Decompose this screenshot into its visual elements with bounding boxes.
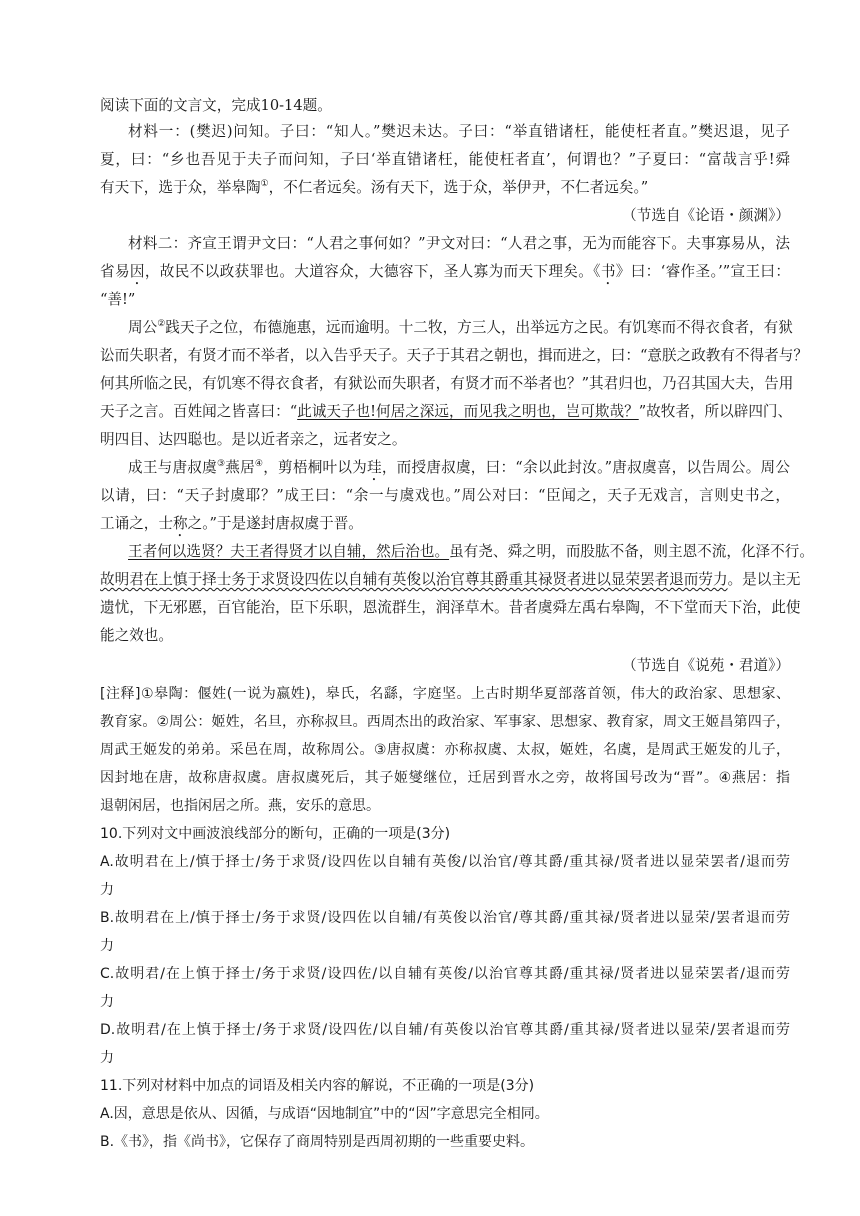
- chengwang-line-2: 以请，曰：“天子封虞耶？”成王曰：“余一与虞戏也。”周公对曰：“臣闻之，天子无戏言，言则史书之，: [100, 487, 790, 504]
- question-10-stem: 10.下列对文中画波浪线部分的断句，正确的一项是(3分): [100, 826, 451, 842]
- dotted-word-gui: 珪: [367, 459, 382, 476]
- dotted-word-yin: 因: [129, 263, 145, 280]
- wangzhe-line-3: 遗忧，下无邪慝，百官能治，臣下乐职，恩流群生，润泽草木。昔者虞舜左禹右皋陶，不下堂而天下治，此使: [100, 599, 801, 616]
- footnote-marker: ②: [157, 319, 166, 330]
- question-10-option-b-cont: 力: [100, 938, 114, 954]
- question-11-option-a: A.因，意思是依从、因循，与成语“因地制宜”中的“因”字意思完全相同。: [100, 1106, 549, 1122]
- question-10-option-d-cont: 力: [100, 1050, 114, 1066]
- material-1-line-1: 材料一：(樊迟)问知。子曰：“知人。”樊迟未达。子曰：“举直错诸枉，能使枉者直。”樊迟退，见子: [128, 123, 790, 140]
- footnote-marker: ③: [216, 459, 226, 470]
- annotation-line-5: 退朝闲居，也指闲居之所。燕，安乐的意思。: [100, 798, 380, 814]
- wangzhe-line-2: 故明君在上慎于择士务于求贤设四佐以自辅有英俊以治官尊其爵重其禄贤者进以显荣罢者退而劳力。是以主无: [100, 571, 801, 588]
- material-2-source: （节选自《说苑・君道》）: [622, 657, 790, 674]
- underlined-sentence: 王者何以选贤？夫王者得贤才以自辅，然后治也。: [128, 543, 450, 560]
- material-1-line-2: 夏，曰：“乡也吾见于夫子而问知，子曰‘举直错诸枉，能使枉者直’，何谓也？”子夏曰：“富哉言乎!舜: [100, 151, 790, 168]
- question-10-option-a-cont: 力: [100, 882, 114, 898]
- annotation-line-4: 因封地在唐，故称唐叔虞。唐叔虞死后，其子姬燮继位，迁居到晋水之旁，故将国号改为“晋”。④燕居：指: [100, 770, 790, 786]
- question-11-option-b: B.《书》，指《尚书》，它保存了商周特别是西周初期的一些重要史料。: [100, 1134, 535, 1150]
- material-2-line-3: “善!”: [100, 291, 136, 308]
- footnote-marker: ④: [254, 459, 264, 470]
- annotation-line-3: 周武王姬发的弟弟。采邑在周，故称周公。③唐叔虞：亦称叔虞、太叔，姬姓，名虞，是周武王姬发的儿子，: [100, 742, 790, 758]
- reading-instruction: 阅读下面的文言文，完成10-14题。: [100, 97, 332, 114]
- question-10-option-c-cont: 力: [100, 994, 114, 1010]
- question-10-option-b: B.故明君在上/慎于择士/务于求贤/设四佐以自辅/有英俊以治官/尊其爵/重其禄/贤者进以显荣/罢者退而劳: [100, 910, 790, 926]
- dotted-word-cheng: 称: [172, 515, 188, 532]
- zhougong-line-5: 明四目、达四聪也。是以近者亲之，远者安之。: [100, 431, 407, 448]
- zhougong-line-4: 天子之言。百姓闻之皆喜曰：“此诚天子也!何居之深远，而见我之明也，岂可欺哉？”故牧者，所以辟四门、: [100, 403, 793, 420]
- material-2-line-1: 材料二：齐宣王谓尹文曰：“人君之事何如？”尹文对曰：“人君之事，无为而能容下。夫事寡易从，法: [128, 235, 790, 252]
- question-10-option-d: D.故明君/在上慎于择士/务于求贤/设四佐/以自辅/有英俊以治官尊其爵/重其禄/贤者进以显荣/罢者退而劳: [100, 1022, 790, 1038]
- zhougong-line-3: 何其所临之民，有饥寒不得衣食者，有狱讼而失职者，有贤才而不举者也？”其君归也，乃召其国大夫，告用: [100, 375, 794, 392]
- dotted-word-shu: 书: [600, 263, 616, 280]
- question-10-option-a: A.故明君在上/慎于择士/务于求贤/设四佐以自辅有英俊/以治官/尊其爵/重其禄/贤者进以显荣罢者/退而劳: [100, 854, 790, 870]
- material-1-source: （节选自《论语・颜渊》）: [622, 207, 790, 224]
- wangzhe-line-4: 能之效也。: [100, 627, 173, 644]
- annotation-line-2: 教育家。②周公：姬姓，名旦，亦称叔旦。西周杰出的政治家、军事家、思想家、教育家，周文王姬昌第四子，: [100, 714, 790, 730]
- annotation-line-1: [注释]①皋陶：偃姓(一说为嬴姓)，皋氏，名繇，字庭坚。上古时期华夏部落首领，伟大的政治家、思想家、: [100, 686, 790, 702]
- underlined-sentence: 此诚天子也!何居之深远，而见我之明也，岂可欺哉？: [297, 403, 639, 420]
- material-2-line-2: 省易因，故民不以政获罪也。大道容众，大德容下，圣人寡为而天下理矣。《书》曰：‘睿作圣。’”宣王曰：: [100, 263, 790, 280]
- wavy-underlined-sentence: 故明君在上慎于择士务于求贤设四佐以自辅有英俊以治官尊其爵重其禄贤者进以显荣罢者退而劳力: [100, 571, 728, 588]
- question-11-stem: 11.下列对材料中加点的词语及相关内容的解说，不正确的一项是(3分): [100, 1078, 535, 1094]
- zhougong-line-1: 周公②践天子之位，布德施惠，远而逾明。十二牧，方三人，出举远方之民。有饥寒而不得衣食者，有狱: [128, 319, 793, 336]
- wangzhe-line-1: 王者何以选贤？夫王者得贤才以自辅，然后治也。虽有尧、舜之明，而股肱不备，则主恩不流，化泽不行。: [128, 543, 814, 560]
- chengwang-line-1: 成王与唐叔虞③燕居④，剪梧桐叶以为珪，而授唐叔虞，曰：“余以此封汝。”唐叔虞喜，以告周公。周公: [128, 459, 790, 476]
- question-10-option-c: C.故明君/在上慎于择士/务于求贤/设四佐/以自辅有英俊/以治官尊其爵/重其禄/贤者进以显荣罢者/退而劳: [100, 966, 790, 982]
- chengwang-line-3: 工诵之，士称之。”于是遂封唐叔虞于晋。: [100, 515, 363, 532]
- material-1-line-3: 有天下，选于众，举皋陶①，不仁者远矣。汤有天下，选于众，举伊尹，不仁者远矣。”: [100, 179, 649, 196]
- zhougong-line-2: 讼而失职者，有贤才而不举者，以入告乎天子。天子于其君之朝也，揖而进之，曰：“意朕之政教有不得者与？: [100, 347, 808, 364]
- footnote-marker: ①: [260, 179, 269, 190]
